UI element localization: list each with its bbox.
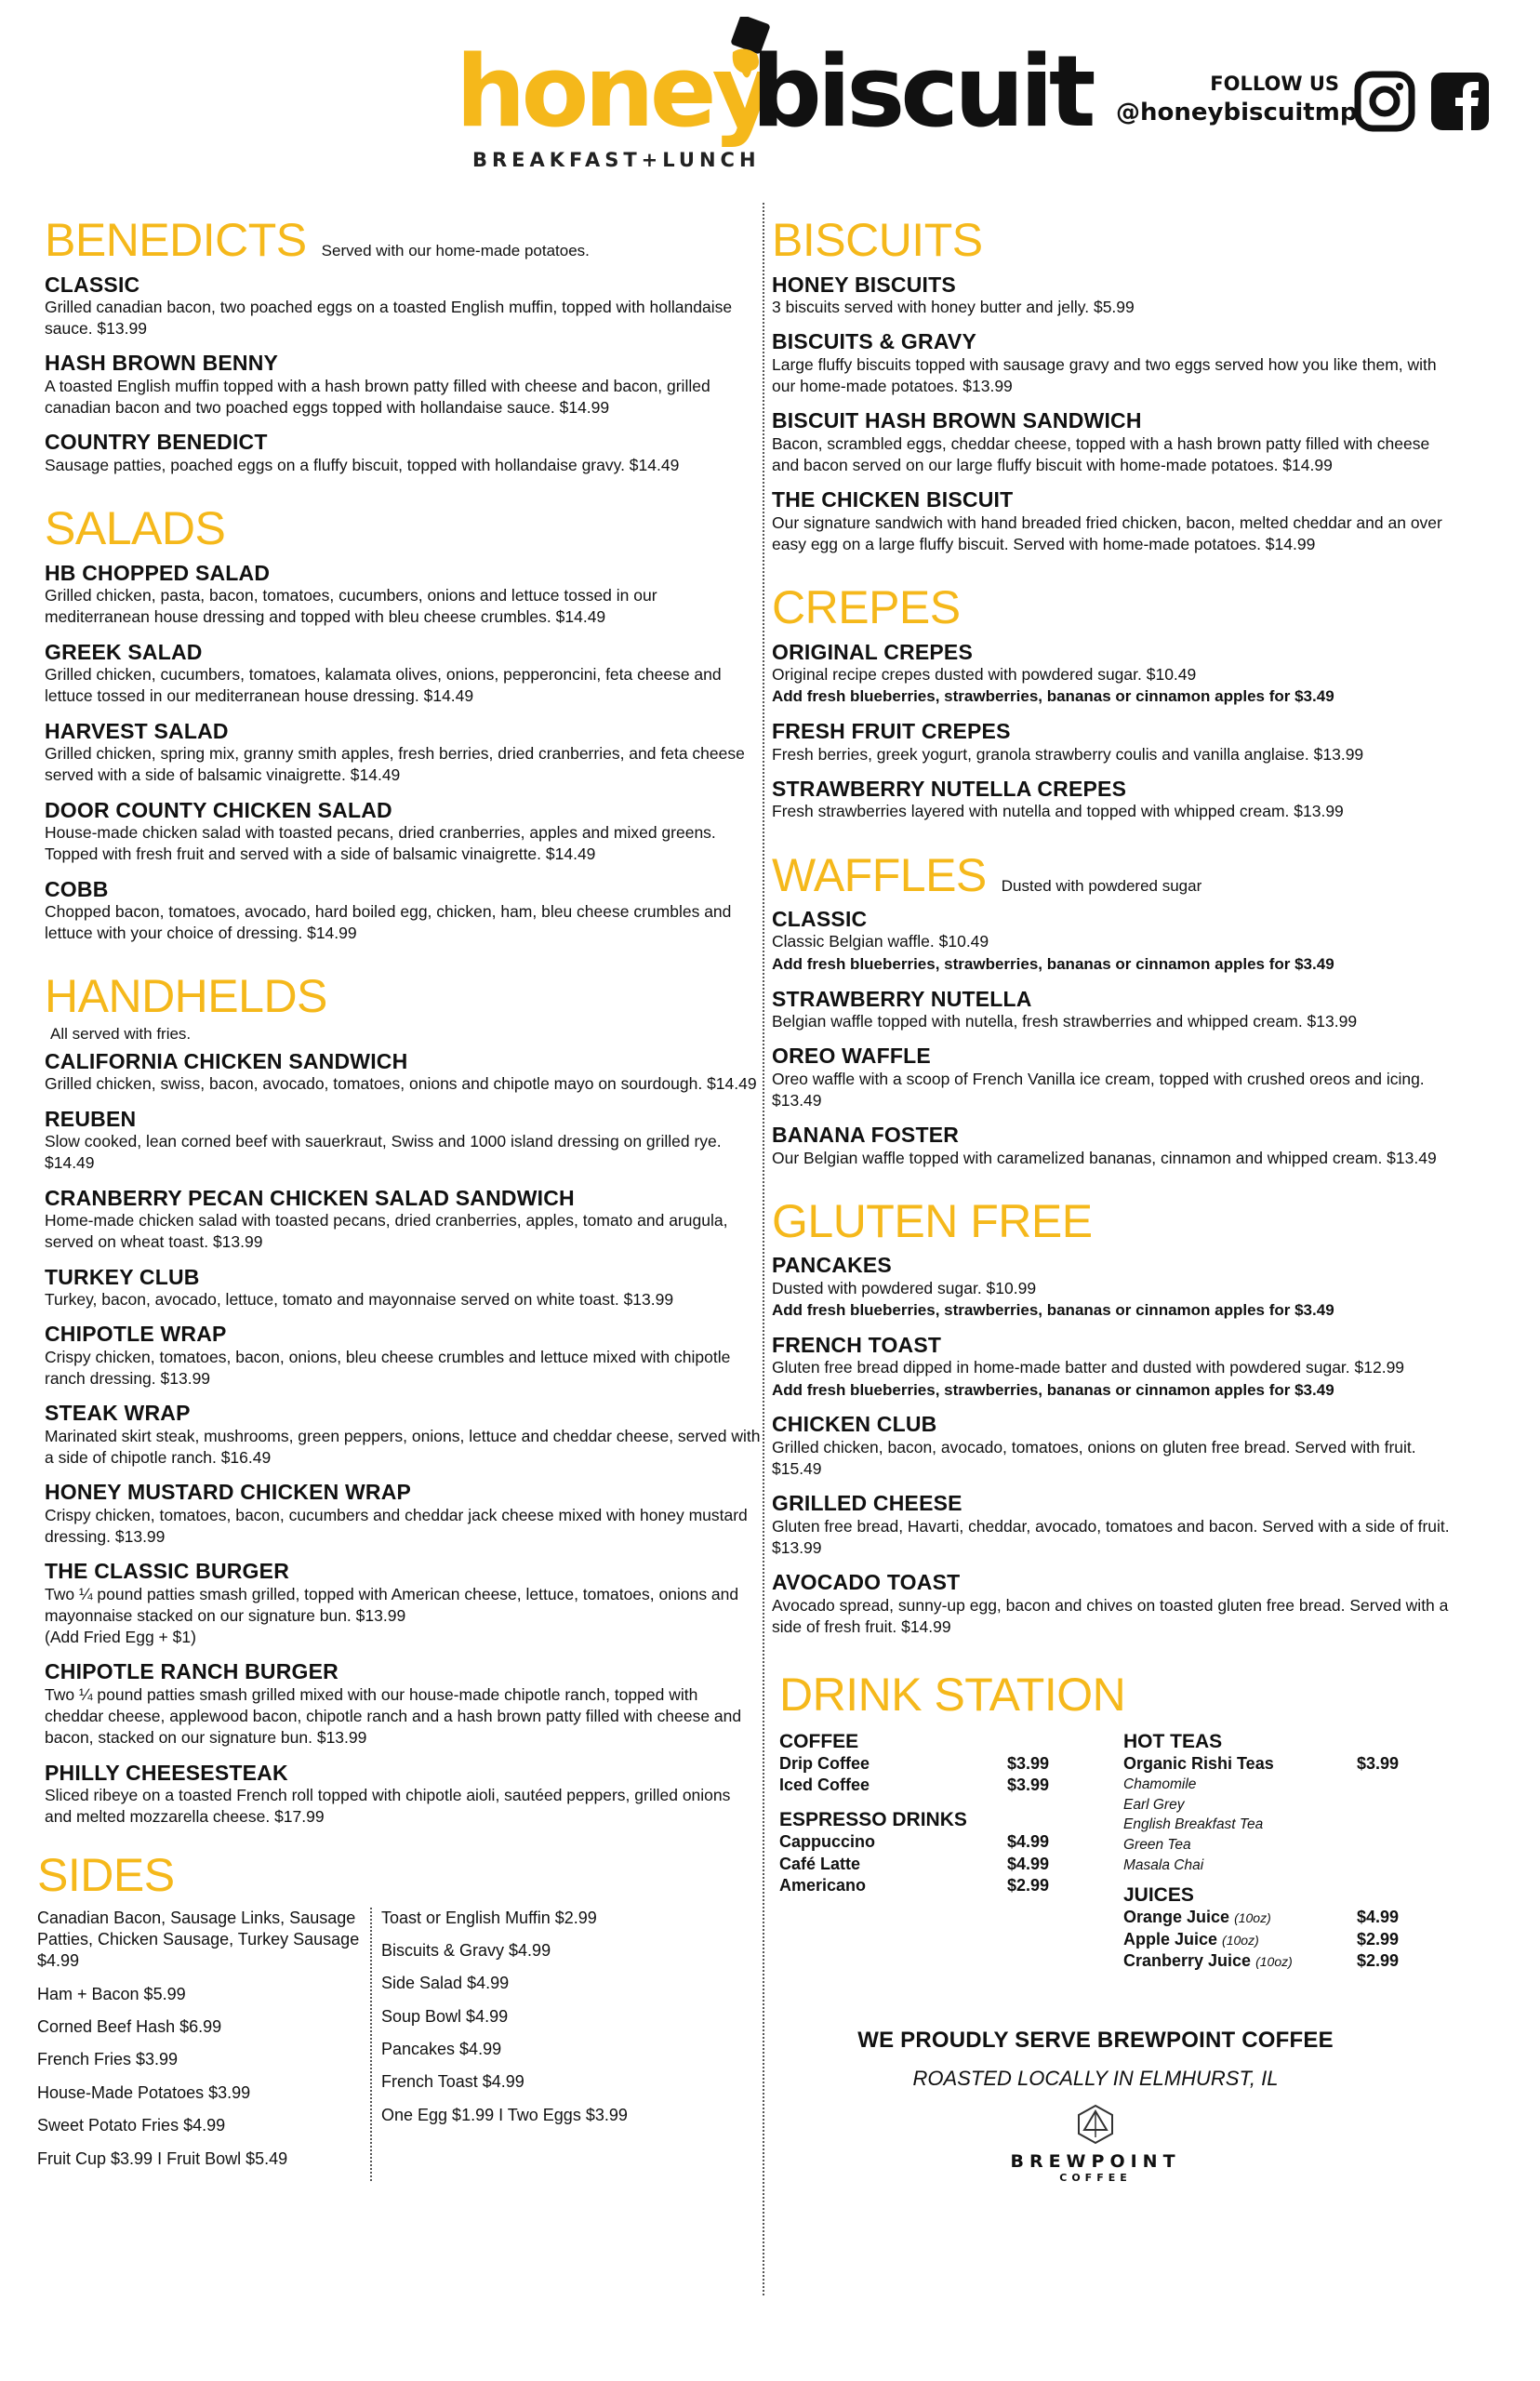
item-description: 3 biscuits served with honey butter and jelly. $5.99 xyxy=(772,297,1135,316)
menu-item xyxy=(45,877,761,945)
drink-item xyxy=(779,1831,1049,1853)
drink-item xyxy=(1123,1753,1399,1775)
item-description: Fresh strawberries layered with nutella and topped with whipped cream. $13.99 xyxy=(772,802,1344,821)
side-item: One Egg $1.99 I Two Eggs $3.99 xyxy=(381,2105,628,2124)
item-description: A toasted English muffin topped with a hash brown patty filled with cheese and bacon, grilled canadian bacon and two poached eggs topped with hollandaise sauce. $14.99 xyxy=(45,376,710,418)
drink-price: $2.99 xyxy=(1356,1929,1399,1949)
brewpoint-headline: WE PROUDLY SERVE BREWPOINT COFFEE xyxy=(857,2028,1334,2053)
section-title: DRINK STATION xyxy=(779,1669,1126,1721)
drink-item xyxy=(779,1854,1049,1875)
section-header xyxy=(45,216,761,265)
item-description: Slow cooked, lean corned beef with sauerkraut, Swiss and 1000 island dressing on grilled rye. $14.49 xyxy=(45,1132,722,1173)
side-item: Corned Beef Hash $6.99 xyxy=(37,2017,222,2037)
menu-item xyxy=(772,719,1460,765)
menu-item xyxy=(45,561,761,629)
menu-item xyxy=(45,1559,761,1648)
drink-price: $3.99 xyxy=(1356,1753,1399,1773)
menu-item xyxy=(772,329,1460,397)
side-item: Side Salad $4.99 xyxy=(381,1974,510,1993)
menu-section xyxy=(772,583,1460,822)
section-header xyxy=(772,583,1460,632)
drink-category: ESPRESSO DRINKS xyxy=(779,1809,967,1831)
item-description: Grilled chicken, cucumbers, tomatoes, kalamata olives, onions, pepperoncini, feta cheese and lettuce tossed in our mediterranean house dressing. $14.49 xyxy=(45,665,722,706)
item-name: STEAK WRAP xyxy=(45,1401,191,1426)
tea-variety: English Breakfast Tea xyxy=(1123,1816,1264,1833)
item-name: OREO WAFFLE xyxy=(772,1044,931,1069)
side-item: Biscuits & Gravy $4.99 xyxy=(381,1940,551,1960)
item-description: Our signature sandwich with hand breaded fried chicken, bacon, melted cheddar and an over easy egg on a large fluffy biscuit. Served with home-made potatoes. $14.99 xyxy=(772,512,1442,553)
item-description: Dusted with powdered sugar. $10.99 xyxy=(772,1278,1037,1297)
item-description: Grilled canadian bacon, two poached eggs on a toasted English muffin, topped with hollandaise sauce. $13.99 xyxy=(45,297,733,339)
menu-item xyxy=(45,1401,761,1469)
menu-item xyxy=(45,1322,761,1390)
item-description: Sliced ribeye on a toasted French roll topped with chipotle aioli, sautéed peppers, grilled onions and melted mozzarella cheese. $17.99 xyxy=(45,1786,731,1827)
section-title: SALADS xyxy=(45,502,226,555)
menu-item xyxy=(772,1570,1460,1638)
drink-size: (10oz) xyxy=(1255,1954,1293,1970)
item-name: BISCUITS & GRAVY xyxy=(772,329,977,354)
item-addon: Add fresh blueberries, strawberries, bananas or cinnamon apples for $3.49 xyxy=(772,687,1334,706)
section-note: Dusted with powdered sugar xyxy=(1001,876,1202,895)
drink-price: $4.99 xyxy=(1356,1908,1399,1927)
section-title: BENEDICTS xyxy=(45,214,307,266)
drink-name xyxy=(779,1854,860,1875)
section-subnote: All served with fries. xyxy=(50,1024,192,1043)
drink-size: (10oz) xyxy=(1222,1932,1259,1948)
item-description: Two ¼ pound patties smash grilled, topped with American cheese, lettuce, tomatoes, onions and mayonnaise stacked on our signature bun. $13.99 xyxy=(45,1584,739,1625)
drink-category: COFFEE xyxy=(779,1730,859,1752)
menu-item xyxy=(45,1265,761,1311)
right-column xyxy=(772,216,1460,1666)
item-name: HONEY MUSTARD CHICKEN WRAP xyxy=(45,1480,412,1505)
item-name: GREEK SALAD xyxy=(45,639,203,664)
menu-item xyxy=(772,1333,1460,1402)
item-name: BANANA FOSTER xyxy=(772,1123,960,1148)
menu-section xyxy=(45,216,761,476)
item-description: Original recipe crepes dusted with powdered sugar. $10.49 xyxy=(772,665,1197,685)
item-name: AVOCADO TOAST xyxy=(772,1570,961,1595)
menu-item xyxy=(772,907,1460,976)
item-name: BISCUIT HASH BROWN SANDWICH xyxy=(772,408,1142,433)
item-description: Our Belgian waffle topped with caramelized bananas, cinnamon and whipped cream. $13.49 xyxy=(772,1148,1437,1167)
section-title: WAFFLES xyxy=(772,848,987,901)
instagram-icon[interactable] xyxy=(1354,71,1415,132)
side-item: Fruit Cup $3.99 I Fruit Bowl $5.49 xyxy=(37,2148,288,2168)
brewpoint-subline: ROASTED LOCALLY IN ELMHURST, IL xyxy=(912,2067,1279,2090)
item-description: Grilled chicken, spring mix, granny smith apples, fresh berries, dried cranberries, and feta cheese served with a side of balsamic vinaigrette. $14.49 xyxy=(45,744,745,785)
item-description: House-made chicken salad with toasted pecans, dried cranberries, apples and mixed greens. Topped with fresh fruit and served with a side of balsamic vinaigrette. $14.49 xyxy=(45,822,716,864)
item-addon: Add fresh blueberries, strawberries, bananas or cinnamon apples for $3.49 xyxy=(772,1380,1334,1399)
item-description: Sausage patties, poached eggs on a fluffy biscuit, topped with hollandaise gravy. $14.49 xyxy=(45,455,680,474)
menu-item xyxy=(45,1049,761,1096)
menu-section xyxy=(772,1194,1460,1638)
item-description: Grilled chicken, bacon, avocado, tomatoes, onions on gluten free bread. Served with fruit. $15.49 xyxy=(772,1437,1416,1479)
menu-item xyxy=(772,1123,1460,1169)
drink-item xyxy=(1123,1950,1399,1972)
item-name: HB CHOPPED SALAD xyxy=(45,560,271,585)
tea-variety: Green Tea xyxy=(1123,1836,1191,1853)
drink-name-text: Iced Coffee xyxy=(779,1775,870,1794)
drink-price: $2.99 xyxy=(1356,1951,1399,1971)
side-item: Toast or English Muffin $2.99 xyxy=(381,1908,597,1927)
menu-item xyxy=(772,777,1460,823)
drink-item xyxy=(1123,1907,1399,1928)
drink-item xyxy=(779,1875,1049,1896)
menu-section xyxy=(772,216,1460,555)
item-name: HASH BROWN BENNY xyxy=(45,351,279,376)
drink-name xyxy=(779,1753,870,1775)
section-header xyxy=(45,972,761,1021)
item-description: Chopped bacon, tomatoes, avocado, hard boiled egg, chicken, ham, bleu cheese crumbles and lettuce with your choice of dressing. $14.99 xyxy=(45,901,732,943)
item-name: FRENCH TOAST xyxy=(772,1332,942,1357)
item-name: CRANBERRY PECAN CHICKEN SALAD SANDWICH xyxy=(45,1185,575,1210)
drink-name-text: Orange Juice xyxy=(1123,1908,1230,1927)
menu-item xyxy=(45,798,761,866)
item-name: THE CHICKEN BISCUIT xyxy=(772,487,1014,512)
section-title: HANDHELDS xyxy=(45,970,327,1023)
item-name: FRESH FRUIT CREPES xyxy=(772,719,1011,744)
item-description: Crispy chicken, tomatoes, bacon, cucumbers and cheddar jack cheese mixed with honey mustard dressing. $13.99 xyxy=(45,1505,748,1546)
sides-list-right xyxy=(370,1908,724,2182)
item-name: TURKEY CLUB xyxy=(45,1264,200,1289)
item-name: STRAWBERRY NUTELLA CREPES xyxy=(772,776,1127,801)
menu-item xyxy=(45,1659,761,1749)
drink-name-text: Cappuccino xyxy=(779,1832,876,1852)
item-description: Grilled chicken, swiss, bacon, avocado, tomatoes, onions and chipotle mayo on sourdough. $14.49 xyxy=(45,1074,757,1094)
side-item: Sweet Potato Fries $4.99 xyxy=(37,2116,226,2135)
drinks-col-right xyxy=(1123,1727,1467,1973)
item-name: HONEY BISCUITS xyxy=(772,272,956,297)
menu-section xyxy=(45,504,761,944)
section-header xyxy=(772,848,1460,901)
drink-name xyxy=(779,1831,875,1853)
social-handle: @honeybiscuitmp xyxy=(1116,99,1358,126)
brewpoint-logo-sub: COFFEE xyxy=(1059,2172,1132,2184)
menu-item xyxy=(45,1186,761,1254)
drink-category: JUICES xyxy=(1123,1884,1194,1907)
drink-item xyxy=(779,1753,1049,1775)
sides-list-left xyxy=(37,1908,370,2182)
item-name: HARVEST SALAD xyxy=(45,718,229,743)
item-name: PANCAKES xyxy=(772,1253,892,1278)
item-description: Large fluffy biscuits topped with sausage gravy and two eggs served how you like them, with our home-made potatoes. $13.99 xyxy=(772,354,1437,395)
sides-section xyxy=(37,1851,744,2181)
menu-section xyxy=(45,972,761,1828)
item-name: ORIGINAL CREPES xyxy=(772,639,973,664)
menu-item xyxy=(772,1044,1460,1111)
drink-category: HOT TEAS xyxy=(1123,1730,1223,1752)
menu-item xyxy=(772,408,1460,476)
drink-name xyxy=(779,1775,870,1796)
menu-item xyxy=(772,1412,1460,1480)
drinks-col-left xyxy=(779,1727,1123,1973)
item-description: Gluten free bread dipped in home-made batter and dusted with powdered sugar. $12.99 xyxy=(772,1358,1405,1377)
menu-item xyxy=(772,273,1460,319)
side-item: Ham + Bacon $5.99 xyxy=(37,1984,186,2003)
brewpoint-block xyxy=(779,2028,1412,2184)
section-header xyxy=(772,1194,1460,1247)
item-name: CLASSIC xyxy=(45,272,140,297)
brewpoint-logo-icon xyxy=(1075,2104,1116,2145)
drink-name-text: Cranberry Juice xyxy=(1123,1951,1252,1971)
item-name: CHIPOTLE WRAP xyxy=(45,1322,227,1347)
item-description: Belgian waffle topped with nutella, fresh strawberries and whipped cream. $13.99 xyxy=(772,1011,1358,1031)
item-description: Crispy chicken, tomatoes, bacon, onions, bleu cheese crumbles and lettuce mixed with chipotle ranch dressing. $13.99 xyxy=(45,1347,731,1389)
section-title: CREPES xyxy=(772,581,961,634)
drink-station xyxy=(779,1670,1467,1973)
brand-honey: honey xyxy=(456,34,772,149)
drink-item xyxy=(1123,1929,1399,1950)
menu-item xyxy=(772,640,1460,709)
item-name: REUBEN xyxy=(45,1106,137,1131)
left-column xyxy=(45,216,761,1856)
drink-size: (10oz) xyxy=(1234,1910,1271,1926)
drink-price: $3.99 xyxy=(1006,1775,1049,1794)
menu-item xyxy=(772,1491,1460,1559)
drink-name: Organic Rishi Teas xyxy=(1123,1753,1274,1773)
menu-item xyxy=(45,719,761,787)
item-description: Home-made chicken salad with toasted pecans, dried cranberries, apples, tomato and arugula, served on wheat toast. $13.99 xyxy=(45,1211,728,1252)
item-name: STRAWBERRY NUTELLA xyxy=(772,986,1032,1011)
item-name: DOOR COUNTY CHICKEN SALAD xyxy=(45,797,392,822)
side-item: Pancakes $4.99 xyxy=(381,2040,502,2059)
drink-price: $3.99 xyxy=(1006,1753,1049,1773)
section-note: Served with our home-made potatoes. xyxy=(321,242,590,259)
menu-item xyxy=(45,430,761,476)
tea-variety: Earl Grey xyxy=(1123,1796,1185,1813)
menu-item xyxy=(772,487,1460,555)
item-name: GRILLED CHEESE xyxy=(772,1491,962,1516)
drink-price: $4.99 xyxy=(1006,1854,1049,1873)
side-item: Soup Bowl $4.99 xyxy=(381,2006,509,2026)
drink-price: $4.99 xyxy=(1006,1832,1049,1852)
item-name: CHIPOTLE RANCH BURGER xyxy=(45,1659,339,1684)
item-description: Avocado spread, sunny-up egg, bacon and chives on toasted gluten free bread. Served with a side of fresh fruit. $14.99 xyxy=(772,1595,1449,1637)
drink-name-text: Apple Juice xyxy=(1123,1929,1218,1949)
item-description: Bacon, scrambled eggs, cheddar cheese, topped with a hash brown patty filled with cheese and bacon served on our large fluffy biscuit with home-made potatoes. $14.99 xyxy=(772,433,1430,474)
item-name: CHICKEN CLUB xyxy=(772,1412,937,1437)
brand-tagline: BREAKFAST+LUNCH xyxy=(472,149,761,171)
menu-item xyxy=(45,640,761,708)
menu-item xyxy=(45,351,761,419)
tea-variety: Chamomile xyxy=(1123,1776,1197,1792)
section-title: BISCUITS xyxy=(772,214,983,266)
section-header xyxy=(45,504,761,553)
menu-item xyxy=(45,1480,761,1548)
menu-item xyxy=(45,1107,761,1175)
menu-item xyxy=(45,273,761,340)
item-description: Fresh berries, greek yogurt, granola strawberry coulis and vanilla anglaise. $13.99 xyxy=(772,744,1364,764)
column-divider xyxy=(763,203,764,2295)
item-description: Turkey, bacon, avocado, lettuce, tomato and mayonnaise served on white toast. $13.99 xyxy=(45,1290,674,1310)
item-description: Gluten free bread, Havarti, cheddar, avocado, tomatoes and bacon. Served with a side of fruit. $13.99 xyxy=(772,1516,1450,1558)
drink-name xyxy=(779,1875,866,1896)
brand-biscuit: biscuit xyxy=(751,34,1092,149)
item-name: COBB xyxy=(45,876,109,901)
item-name: CLASSIC xyxy=(772,907,868,932)
section-title: SIDES xyxy=(37,1849,175,1901)
menu-item xyxy=(772,1253,1460,1322)
item-name: CALIFORNIA CHICKEN SANDWICH xyxy=(45,1048,408,1073)
drink-price: $2.99 xyxy=(1006,1876,1049,1895)
brand-logo xyxy=(456,17,1092,175)
drink-name-text: Drip Coffee xyxy=(779,1753,870,1773)
menu-item xyxy=(772,987,1460,1033)
follow-label: FOLLOW US xyxy=(1210,73,1339,95)
side-item: French Fries $3.99 xyxy=(37,2050,179,2069)
item-name: COUNTRY BENEDICT xyxy=(45,430,268,455)
drink-name xyxy=(1123,1929,1259,1950)
item-name: THE CLASSIC BURGER xyxy=(45,1559,290,1584)
side-item: House-Made Potatoes $3.99 xyxy=(37,2082,251,2102)
brewpoint-logo-word: BREWPOINT xyxy=(1010,2151,1181,2172)
item-addon: Add fresh blueberries, strawberries, bananas or cinnamon apples for $3.49 xyxy=(772,1301,1334,1320)
drink-name-text: Café Latte xyxy=(779,1854,861,1873)
item-name: PHILLY CHEESESTEAK xyxy=(45,1760,288,1785)
drink-name-text: Americano xyxy=(779,1876,867,1895)
side-item: Canadian Bacon, Sausage Links, Sausage Patties, Chicken Sausage, Turkey Sausage $4.99 xyxy=(37,1908,360,1971)
section-title: GLUTEN FREE xyxy=(772,1194,1093,1247)
facebook-icon[interactable] xyxy=(1429,71,1491,132)
item-description: Marinated skirt steak, mushrooms, green peppers, onions, lettuce and cheddar cheese, served with a side of chipotle ranch. $16.49 xyxy=(45,1426,761,1467)
tea-variety: Masala Chai xyxy=(1123,1856,1204,1873)
drink-name xyxy=(1123,1907,1271,1928)
section-header xyxy=(772,216,1460,265)
item-addon: (Add Fried Egg + $1) xyxy=(45,1628,196,1647)
side-item: French Toast $4.99 xyxy=(381,2072,524,2092)
item-description: Oreo waffle with a scoop of French Vanilla ice cream, topped with crushed oreos and icing. $13.49 xyxy=(772,1069,1425,1110)
item-description: Classic Belgian waffle. $10.49 xyxy=(772,932,989,951)
drink-item xyxy=(779,1775,1049,1796)
social-follow xyxy=(1116,73,1358,126)
item-description: Grilled chicken, pasta, bacon, tomatoes, cucumbers, onions and lettuce tossed in our mediterranean house dressing and topped with bleu cheese crumbles. $14.49 xyxy=(45,586,657,627)
menu-item xyxy=(45,1761,761,1829)
item-addon: Add fresh blueberries, strawberries, bananas or cinnamon apples for $3.49 xyxy=(772,954,1334,973)
item-description: Two ¼ pound patties smash grilled mixed with our house-made chipotle ranch, topped with cheddar cheese, applewood bacon, chipotle ranch and a hash brown patty filled with cheese and bacon, stacked on our signature bun. $13.99 xyxy=(45,1684,742,1748)
menu-section xyxy=(772,848,1460,1169)
drink-name xyxy=(1123,1950,1293,1972)
